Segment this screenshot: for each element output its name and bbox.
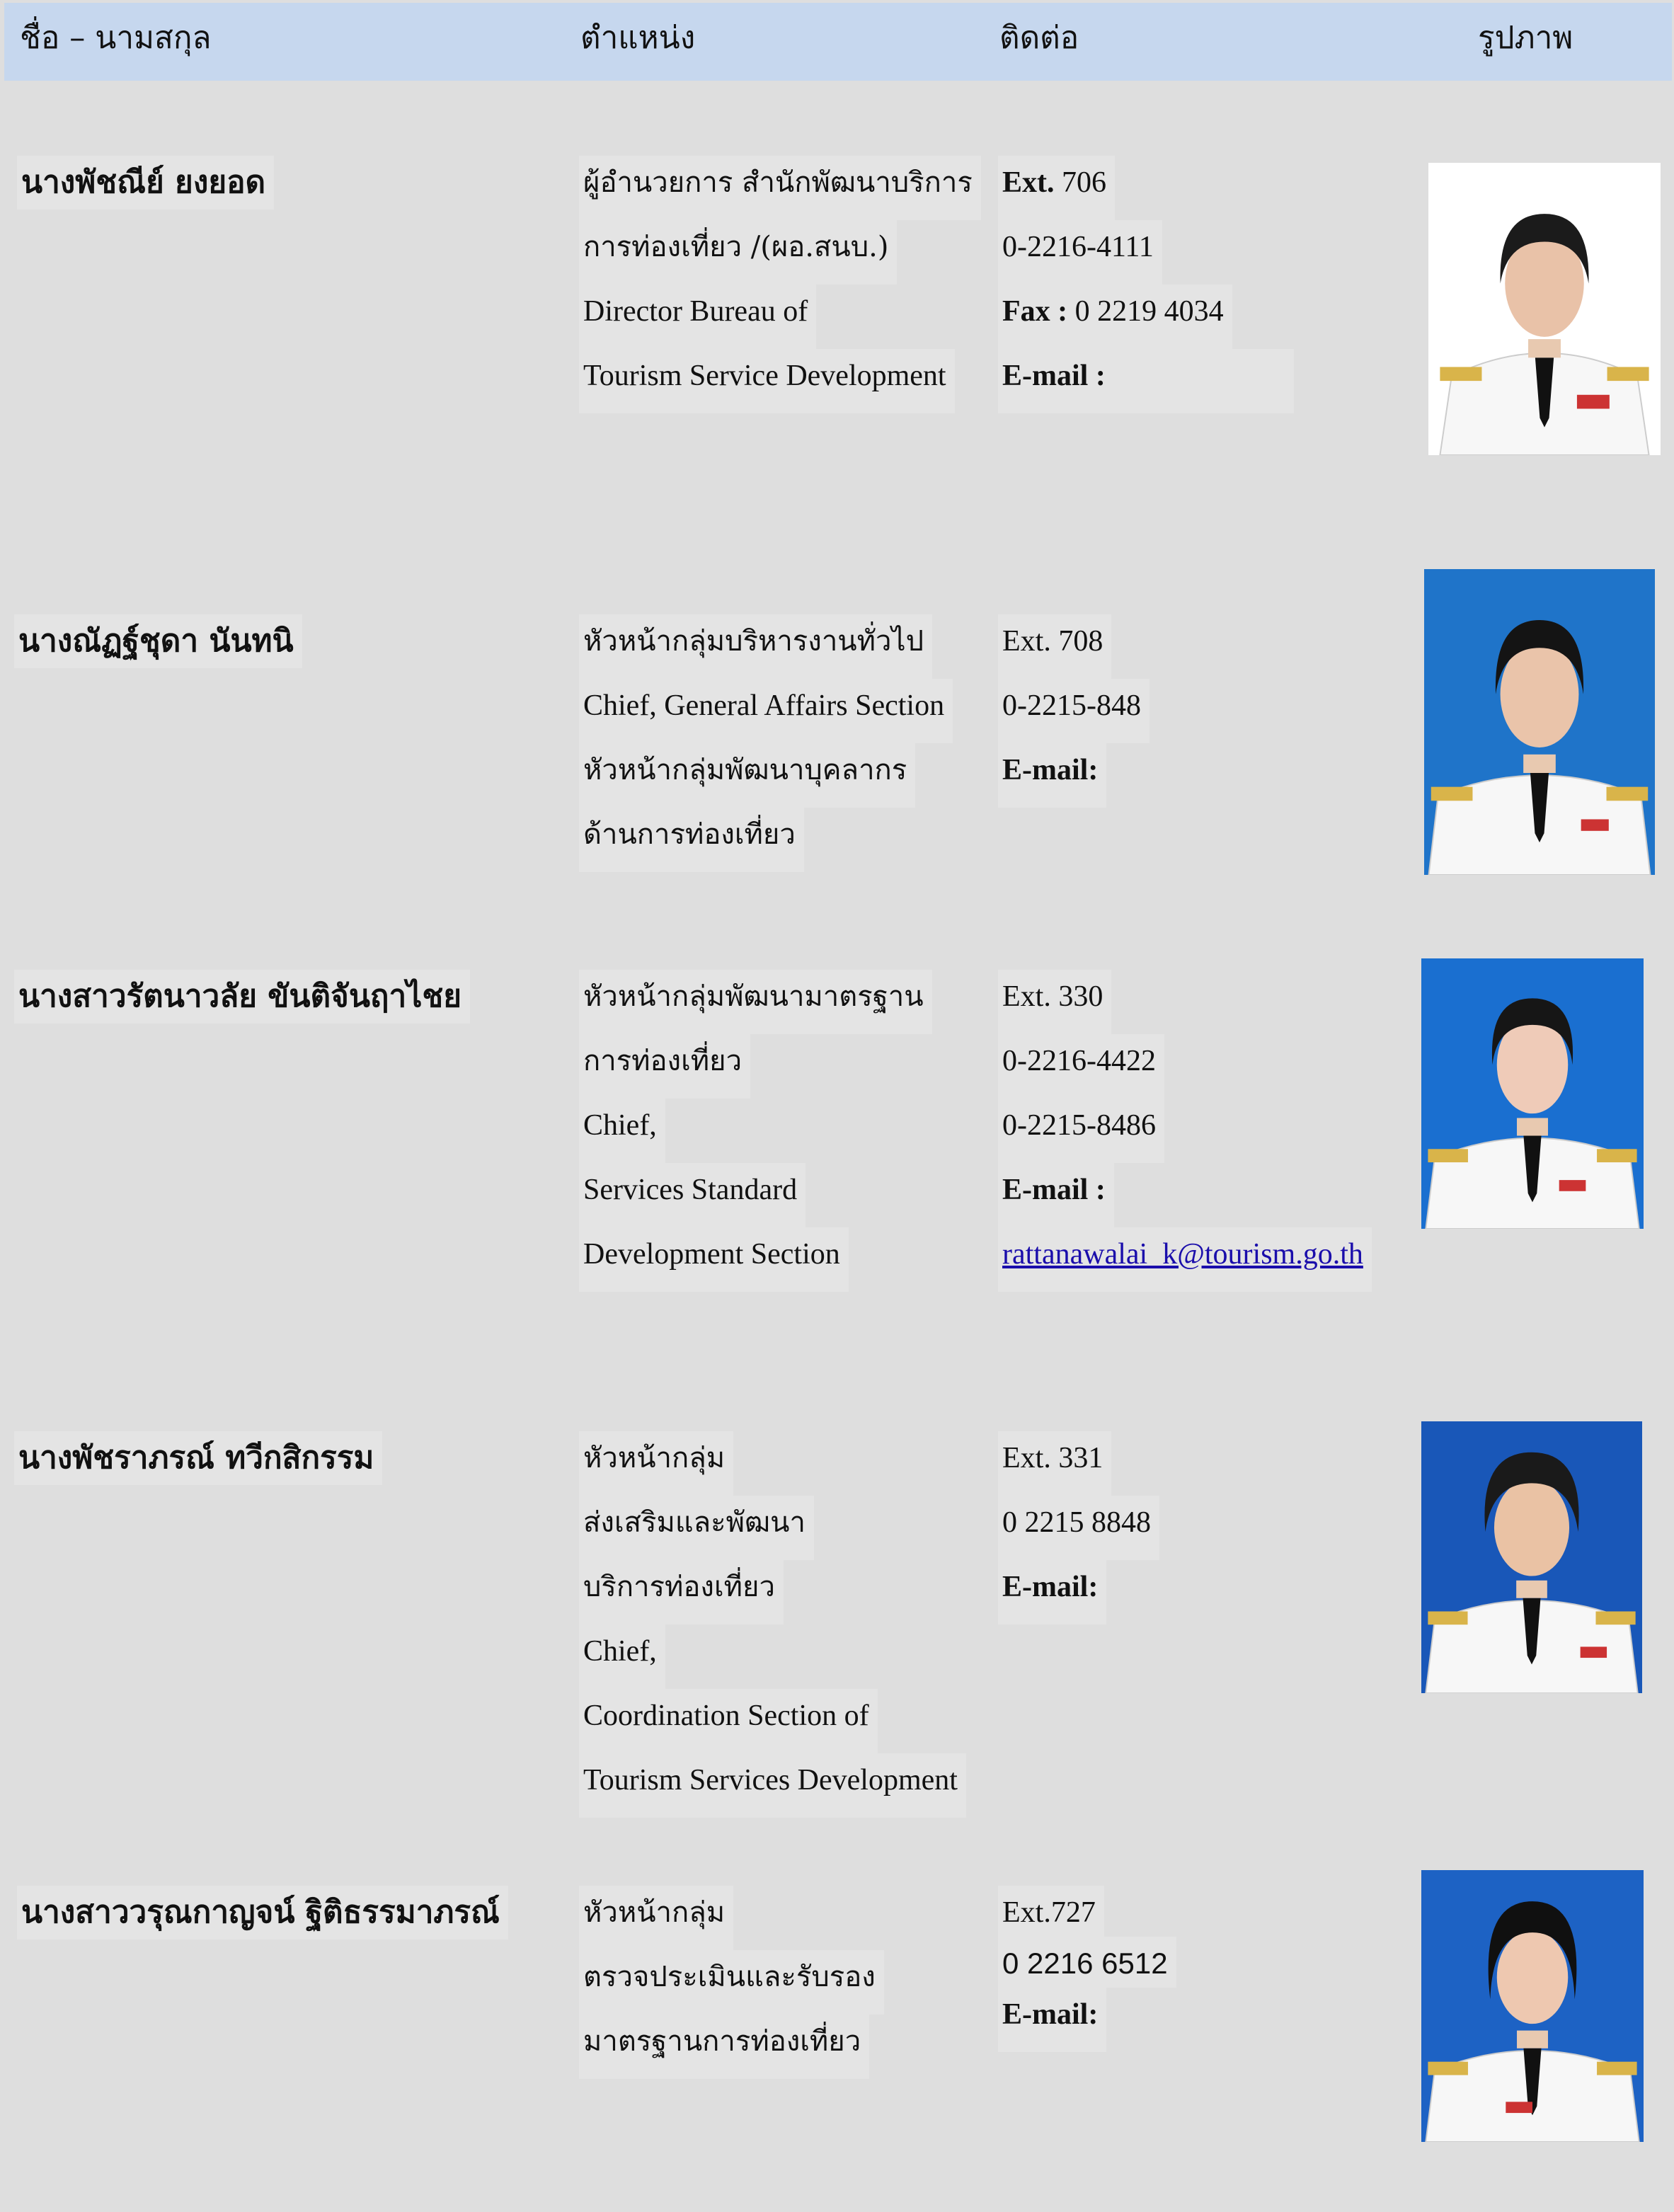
position-line: มาตรฐานการท่องเที่ยว xyxy=(579,2015,869,2079)
position-line: การท่องเที่ยว xyxy=(579,1034,750,1099)
portrait-photo xyxy=(1424,569,1655,875)
email-link[interactable]: rattanawalai_k@tourism.go.th xyxy=(1002,1238,1363,1271)
portrait-image xyxy=(1421,958,1644,1229)
person-name: นางพัชณีย์ ยงยอด xyxy=(17,156,274,210)
contact-label: Ext. xyxy=(1002,166,1055,199)
position-line: ผู้อำนวยการ สำนักพัฒนาบริการ xyxy=(579,156,981,220)
position-line: Tourism Service Development xyxy=(579,349,955,413)
contact-label: E-mail : xyxy=(1002,360,1106,392)
position-line: Director Bureau of xyxy=(579,285,816,349)
contact-label: E-mail: xyxy=(1002,1998,1099,2031)
extension: 706 xyxy=(1054,166,1106,199)
position-cell xyxy=(579,1886,990,2079)
position-line: หัวหน้ากลุ่มบริหารงานทั่วไป xyxy=(579,614,932,679)
position-cell xyxy=(579,970,990,1292)
contact-cell xyxy=(998,1886,1437,2052)
portrait-image xyxy=(1428,163,1661,455)
position-line: ส่งเสริมและพัฒนา xyxy=(579,1496,814,1560)
extension: Ext. 330 xyxy=(998,970,1111,1034)
person-name: นางสาววรุณกาญจน์ ฐิติธรรมาภรณ์ xyxy=(17,1886,508,1939)
contact-label: E-mail: xyxy=(1002,1571,1099,1603)
position-line: Development Section xyxy=(579,1227,849,1292)
phone-number: 0 2216 6512 xyxy=(998,1937,1176,1988)
phone-number: 0 2215 8848 xyxy=(998,1496,1159,1560)
position-line: Chief, General Affairs Section xyxy=(579,679,953,743)
position-line: ตรวจประเมินและรับรอง xyxy=(579,1950,884,2015)
header-photo: รูปภาพ xyxy=(1478,20,1573,56)
person-name: นางณัฏฐ์ชุดา นันทนิ xyxy=(14,614,302,668)
contact-cell xyxy=(998,1431,1437,1624)
extension: Ext. 331 xyxy=(998,1431,1111,1496)
position-line: Coordination Section of xyxy=(579,1689,878,1753)
person-name: นางพัชราภรณ์ ทวีกสิกรรม xyxy=(14,1431,382,1485)
position-line: หัวหน้ากลุ่มพัฒนาบุคลากร xyxy=(579,743,915,808)
position-line: ด้านการท่องเที่ยว xyxy=(579,808,804,872)
portrait-image xyxy=(1421,1421,1642,1693)
phone-number: 0-2215-848 xyxy=(998,679,1150,743)
contact-cell xyxy=(998,156,1437,413)
position-line: หัวหน้ากลุ่ม xyxy=(579,1886,733,1950)
portrait-photo xyxy=(1428,163,1661,455)
portrait-photo xyxy=(1421,1870,1644,2142)
position-line: บริการท่องเที่ยว xyxy=(579,1560,784,1624)
fax-number: 0 2219 4034 xyxy=(1067,295,1224,328)
position-line: Tourism Services Development xyxy=(579,1753,966,1818)
portrait-image xyxy=(1424,569,1655,875)
position-line: Chief, xyxy=(579,1624,665,1689)
phone-number: 0-2216-4422 xyxy=(998,1034,1164,1099)
header-contact: ติดต่อ xyxy=(999,20,1079,56)
contact-cell xyxy=(998,970,1437,1292)
position-cell xyxy=(579,156,990,413)
portrait-image xyxy=(1421,1870,1644,2142)
table-header xyxy=(4,3,1672,81)
position-line: หัวหน้ากลุ่มพัฒนามาตรฐาน xyxy=(579,970,932,1034)
contact-label: E-mail: xyxy=(1002,754,1099,786)
portrait-photo xyxy=(1421,958,1644,1229)
position-line: Services Standard xyxy=(579,1163,806,1227)
person-name: นางสาวรัตนาวลัย ขันติจันฤาไชย xyxy=(14,970,470,1024)
extension: Ext.727 xyxy=(998,1886,1104,1937)
contact-cell xyxy=(998,614,1437,808)
header-name: ชื่อ – นามสกุล xyxy=(20,20,212,56)
position-line: หัวหน้ากลุ่ม xyxy=(579,1431,733,1496)
extension: Ext. 708 xyxy=(998,614,1111,679)
contact-label: E-mail : xyxy=(1002,1174,1106,1206)
position-cell xyxy=(579,614,990,872)
position-line: การท่องเที่ยว /(ผอ.สนบ.) xyxy=(579,220,897,285)
header-position: ตำแหน่ง xyxy=(580,20,696,56)
portrait-photo xyxy=(1421,1421,1642,1693)
position-line: Chief, xyxy=(579,1099,665,1163)
position-cell xyxy=(579,1431,990,1818)
phone-number: 0-2216-4111 xyxy=(998,220,1162,285)
phone-number: 0-2215-8486 xyxy=(998,1099,1164,1163)
contact-label: Fax : xyxy=(1002,295,1068,328)
